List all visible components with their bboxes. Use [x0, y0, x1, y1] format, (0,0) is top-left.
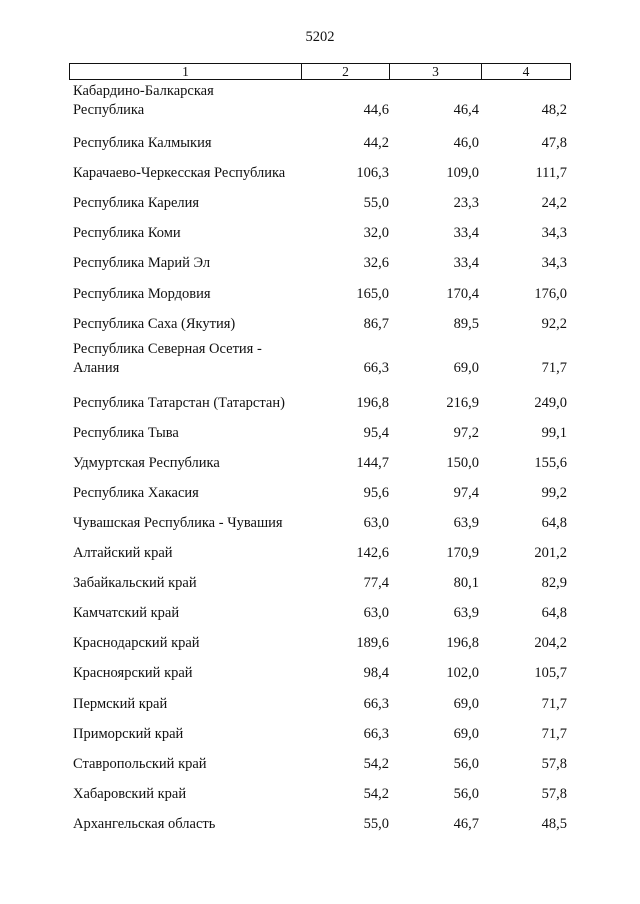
value-col-2: 98,4: [363, 665, 389, 681]
value-col-2: 66,3: [363, 360, 389, 376]
value-col-4: 71,7: [541, 360, 567, 376]
value-col-4: 249,0: [534, 395, 567, 411]
value-col-2: 196,8: [356, 395, 389, 411]
region-name: Приморский край: [73, 726, 184, 742]
value-col-3: 46,7: [453, 816, 479, 832]
value-col-3: 80,1: [453, 575, 479, 591]
region-name: Республика Карелия: [73, 195, 200, 211]
value-col-3: 33,4: [453, 225, 479, 241]
value-col-2: 86,7: [363, 316, 389, 332]
value-col-2: 63,0: [363, 605, 389, 621]
value-col-4: 71,7: [541, 726, 567, 742]
value-col-2: 189,6: [356, 635, 389, 651]
value-col-4: 82,9: [541, 575, 567, 591]
value-col-2: 142,6: [356, 545, 389, 561]
value-col-3: 102,0: [446, 665, 479, 681]
region-name: Республика Коми: [73, 225, 181, 241]
region-name: Архангельская область: [73, 816, 216, 832]
value-col-4: 155,6: [534, 455, 567, 471]
value-col-2: 77,4: [363, 575, 389, 591]
region-name: Алтайский край: [73, 545, 173, 561]
region-name: Красноярский край: [73, 665, 193, 681]
value-col-3: 150,0: [446, 455, 479, 471]
value-col-4: 176,0: [534, 286, 567, 302]
value-col-2: 144,7: [356, 455, 389, 471]
region-name: Краснодарский край: [73, 635, 200, 651]
region-name: Забайкальский край: [73, 575, 197, 591]
value-col-2: 165,0: [356, 286, 389, 302]
value-col-3: 196,8: [446, 635, 479, 651]
value-col-4: 71,7: [541, 696, 567, 712]
value-col-2: 66,3: [363, 696, 389, 712]
region-name: Хабаровский край: [73, 786, 187, 802]
column-header-2: 2: [302, 64, 390, 79]
region-name: Республика Марий Эл: [73, 255, 211, 271]
value-col-2: 106,3: [356, 165, 389, 181]
value-col-4: 24,2: [541, 195, 567, 211]
value-col-4: 99,2: [541, 485, 567, 501]
value-col-4: 64,8: [541, 515, 567, 531]
region-name: Республика Тыва: [73, 425, 179, 441]
value-col-2: 54,2: [363, 756, 389, 772]
value-col-3: 56,0: [453, 786, 479, 802]
value-col-3: 46,4: [453, 102, 479, 118]
value-col-3: 33,4: [453, 255, 479, 271]
value-col-3: 170,9: [446, 545, 479, 561]
value-col-3: 46,0: [453, 135, 479, 151]
region-name: Республика Мордовия: [73, 286, 211, 302]
value-col-3: 69,0: [453, 696, 479, 712]
value-col-4: 111,7: [535, 165, 567, 181]
value-col-4: 34,3: [541, 225, 567, 241]
value-col-3: 97,4: [453, 485, 479, 501]
value-col-3: 89,5: [453, 316, 479, 332]
value-col-2: 66,3: [363, 726, 389, 742]
value-col-4: 204,2: [534, 635, 567, 651]
region-name: Республика Татарстан (Татарстан): [73, 395, 285, 411]
value-col-2: 44,2: [363, 135, 389, 151]
value-col-2: 63,0: [363, 515, 389, 531]
region-name: Удмуртская Республика: [73, 455, 220, 471]
value-col-3: 109,0: [446, 165, 479, 181]
region-name: Пермский край: [73, 696, 168, 712]
region-name: Камчатский край: [73, 605, 180, 621]
value-col-2: 54,2: [363, 786, 389, 802]
value-col-4: 57,8: [541, 786, 567, 802]
value-col-3: 170,4: [446, 286, 479, 302]
region-name: Карачаево-Черкесская Республика: [73, 165, 286, 181]
region-name: Республика Хакасия: [73, 485, 199, 501]
region-name: Чувашская Республика - Чувашия: [73, 515, 283, 531]
value-col-4: 64,8: [541, 605, 567, 621]
value-col-2: 44,6: [363, 102, 389, 118]
column-header-4: 4: [522, 64, 530, 79]
value-col-3: 97,2: [453, 425, 479, 441]
value-col-3: 69,0: [453, 360, 479, 376]
value-col-4: 57,8: [541, 756, 567, 772]
value-col-4: 99,1: [541, 425, 567, 441]
region-name: Ставропольский край: [73, 756, 207, 772]
value-col-3: 63,9: [453, 605, 479, 621]
value-col-2: 32,6: [363, 255, 389, 271]
value-col-2: 55,0: [363, 816, 389, 832]
region-name: Кабардино-Балкарская Республика: [73, 83, 214, 118]
column-header-1: 1: [70, 64, 302, 79]
region-name: Республика Калмыкия: [73, 135, 212, 151]
region-name: Республика Северная Осетия - Алания: [73, 341, 262, 376]
value-col-4: 48,2: [541, 102, 567, 118]
value-col-2: 55,0: [363, 195, 389, 211]
value-col-4: 105,7: [534, 665, 567, 681]
column-header-row: [69, 63, 571, 80]
value-col-4: 34,3: [541, 255, 567, 271]
value-col-3: 23,3: [453, 195, 479, 211]
value-col-4: 47,8: [541, 135, 567, 151]
value-col-2: 32,0: [363, 225, 389, 241]
value-col-4: 48,5: [541, 816, 567, 832]
value-col-4: 201,2: [534, 545, 567, 561]
value-col-2: 95,6: [363, 485, 389, 501]
value-col-3: 56,0: [453, 756, 479, 772]
value-col-3: 63,9: [453, 515, 479, 531]
page-number: 5202: [305, 29, 335, 45]
value-col-4: 92,2: [541, 316, 567, 332]
column-header-3: 3: [390, 64, 482, 79]
value-col-3: 69,0: [453, 726, 479, 742]
value-col-3: 216,9: [446, 395, 479, 411]
region-name: Республика Саха (Якутия): [73, 316, 236, 332]
value-col-2: 95,4: [363, 425, 389, 441]
